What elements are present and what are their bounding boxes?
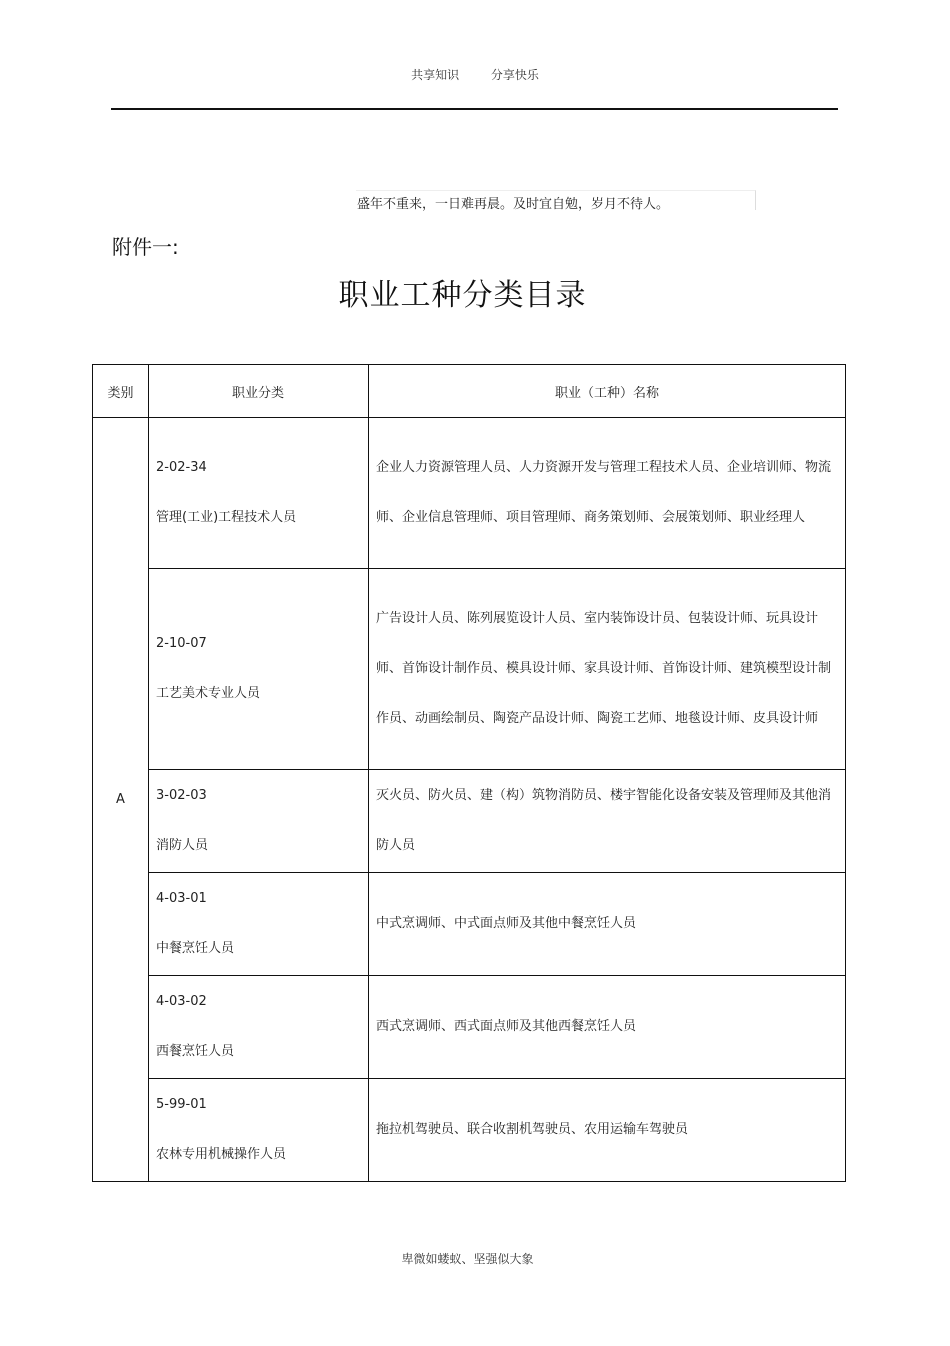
occupation-class-cell [149,569,369,770]
occupation-category: 中餐烹饪人员 [156,941,235,956]
occupation-code: 3-02-03 [156,788,207,803]
occupation-category: 管理(工业)工程技术人员 [156,510,297,525]
attachment-label: 附件一: [112,235,179,259]
header-left-text: 共享知识 [411,68,460,82]
table-row [93,1079,846,1182]
group-cell: A [93,418,149,1182]
table-row [93,569,846,770]
header-category-class: 类别 [93,365,149,418]
page-title: 职业工种分类目录 [338,278,587,313]
occupation-category: 西餐烹饪人员 [156,1044,235,1059]
occupation-table [92,364,846,1182]
occupation-class-cell [149,1079,369,1182]
page-header [0,66,950,83]
quote-text: 盛年不重来，一日难再晨。及时宜自勉，岁月不待人。 [357,197,670,212]
occupation-code: 5-99-01 [156,1097,207,1112]
table-row [93,418,846,569]
occupation-names-cell: 西式烹调师、西式面点师及其他西餐烹饪人员 [369,976,846,1079]
occupation-names-cell: 广告设计人员、陈列展览设计人员、室内装饰设计员、包装设计师、玩具设计师、首饰设计制作员、模具设计师、家具设计师、首饰设计师、建筑模型设计制作员、动画绘制员、陶瓷产品设计师、陶瓷工艺师、地毯设计师、皮具设计师 [369,569,846,770]
occupation-code: 4-03-02 [156,994,207,1009]
header-occupation-name: 职业（工种）名称 [369,365,846,418]
table-row [93,770,846,873]
occupation-names-cell: 企业人力资源管理人员、人力资源开发与管理工程技术人员、企业培训师、物流师、企业信息管理师、项目管理师、商务策划师、会展策划师、职业经理人 [369,418,846,569]
page-footer: 卑微如蝼蚁、坚强似大象 [401,1252,534,1266]
header-occupation-class: 职业分类 [149,365,369,418]
header-divider [111,108,838,110]
occupation-names-cell: 灭火员、防火员、建（构）筑物消防员、楼宇智能化设备安装及管理师及其他消防人员 [369,770,846,873]
occupation-class-cell [149,976,369,1079]
occupation-category: 农林专用机械操作人员 [156,1147,287,1162]
occupation-category: 工艺美术专业人员 [156,686,261,701]
occupation-class-cell [149,770,369,873]
occupation-class-cell [149,418,369,569]
occupation-code: 4-03-01 [156,891,207,906]
occupation-category: 消防人员 [156,838,209,853]
table-row [93,976,846,1079]
occupation-code: 2-10-07 [156,636,207,651]
table-row [93,873,846,976]
occupation-class-cell [149,873,369,976]
occupation-code: 2-02-34 [156,460,207,475]
header-right-text: 分享快乐 [490,68,539,82]
table-header-row [93,365,846,418]
occupation-names-cell: 中式烹调师、中式面点师及其他中餐烹饪人员 [369,873,846,976]
occupation-names-cell: 拖拉机驾驶员、联合收割机驾驶员、农用运输车驾驶员 [369,1079,846,1182]
